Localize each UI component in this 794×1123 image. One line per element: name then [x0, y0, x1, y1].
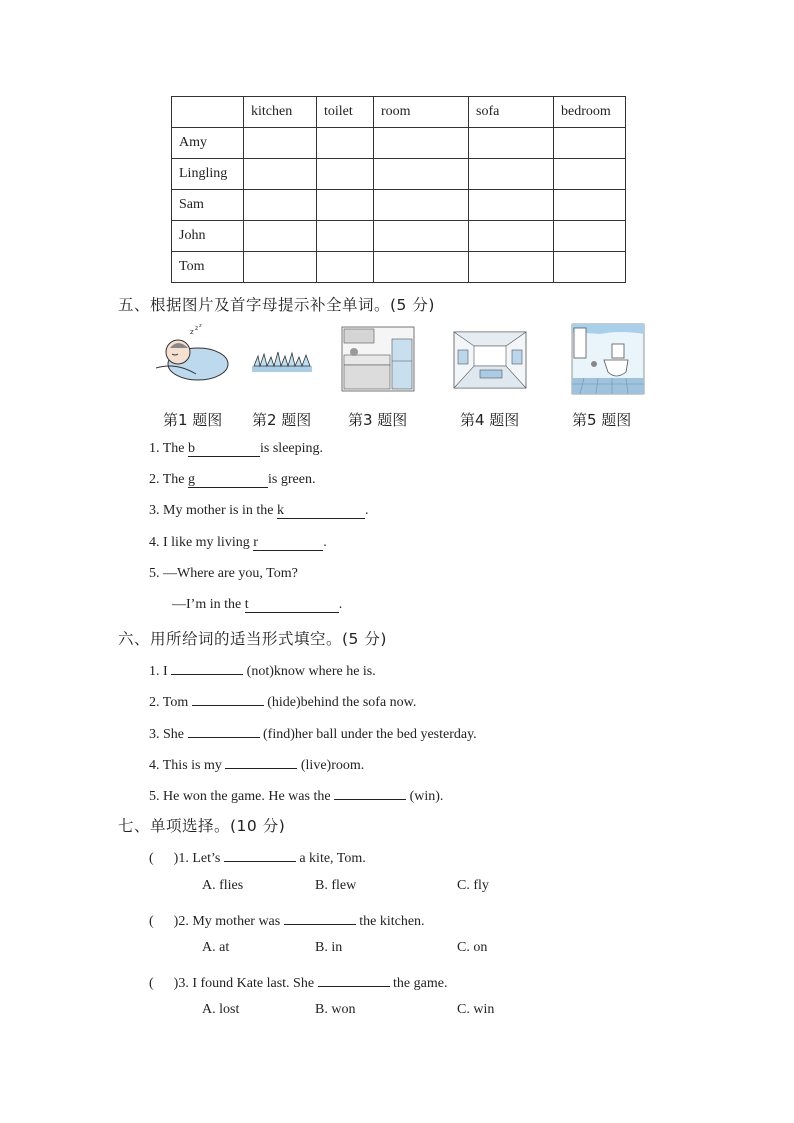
toilet-room-icon: [570, 322, 646, 396]
item-text: 3. My mother is in the: [149, 503, 277, 518]
question-number: )1.: [173, 851, 189, 866]
item-text: I found Kate last. She: [192, 976, 318, 991]
answer-cell[interactable]: [244, 128, 317, 159]
picture-caption: 第1 题图: [163, 411, 223, 429]
picture-caption: 第3 题图: [348, 411, 408, 429]
initial-letter: g: [188, 472, 196, 487]
option-c[interactable]: C. win: [457, 1002, 495, 1017]
table-row: [172, 159, 626, 190]
item-text: .: [364, 503, 369, 518]
answer-cell[interactable]: [554, 128, 626, 159]
fill-word-item: [149, 441, 323, 457]
answer-blank[interactable]: [188, 722, 260, 738]
answer-cell[interactable]: [554, 252, 626, 283]
picture-caption: 第4 题图: [460, 411, 520, 429]
option-c[interactable]: C. on: [457, 940, 488, 955]
choice-question: [149, 846, 366, 867]
answer-blank[interactable]: [253, 535, 323, 551]
answer-paren[interactable]: (: [149, 914, 154, 929]
answer-blank[interactable]: [245, 597, 339, 613]
item-text: 2. Tom: [149, 695, 192, 710]
item-text: 3. She: [149, 727, 188, 742]
choice-question: [149, 909, 425, 930]
table-header-cell: sofa: [469, 97, 554, 128]
answer-blank: [224, 846, 296, 862]
table-header-cell: bedroom: [554, 97, 626, 128]
answer-cell[interactable]: [317, 128, 374, 159]
table-header-cell: toilet: [317, 97, 374, 128]
grass-icon: [250, 348, 314, 374]
answer-blank[interactable]: [334, 784, 406, 800]
answer-cell[interactable]: [244, 159, 317, 190]
initial-letter: k: [276, 503, 284, 518]
answer-cell[interactable]: [244, 190, 317, 221]
table-header-row: [172, 97, 626, 128]
row-label: Tom: [172, 252, 244, 283]
answer-cell[interactable]: [469, 221, 554, 252]
option-b[interactable]: B. won: [315, 1002, 356, 1017]
item-text: a kite, Tom.: [295, 851, 366, 866]
answer-paren[interactable]: (: [149, 976, 154, 991]
answer-cell[interactable]: [554, 190, 626, 221]
baby-sleeping-icon: [150, 322, 230, 384]
item-text: 4. This is my: [149, 758, 226, 773]
option-a[interactable]: A. flies: [202, 878, 244, 893]
item-text: is sleeping.: [260, 441, 324, 456]
item-text: —I’m in the: [172, 597, 245, 612]
fill-form-item: [149, 690, 416, 711]
answer-cell[interactable]: [374, 128, 469, 159]
item-text: the kitchen.: [355, 914, 425, 929]
fill-word-item: [149, 472, 315, 488]
table-row: [172, 128, 626, 159]
item-text: (live)room.: [297, 758, 365, 773]
table-row: [172, 252, 626, 283]
item-text: Let’s: [192, 851, 224, 866]
svg-text:z: z: [190, 328, 194, 336]
item-text: 5. He won the game. He was the: [149, 789, 335, 804]
answer-cell[interactable]: [374, 190, 469, 221]
section-5-title: 五、根据图片及首字母提示补全单词。(5 分): [118, 296, 435, 314]
svg-text:z: z: [199, 323, 202, 329]
initial-letter: b: [188, 441, 196, 456]
fill-form-item: [149, 722, 477, 743]
picture-caption: 第2 题图: [252, 411, 312, 429]
row-label: John: [172, 221, 244, 252]
answer-blank[interactable]: [192, 690, 264, 706]
answer-cell[interactable]: [244, 221, 317, 252]
answer-table: [171, 96, 626, 283]
table-header-cell: kitchen: [244, 97, 317, 128]
answer-cell[interactable]: [317, 221, 374, 252]
item-text: is green.: [268, 472, 316, 487]
item-text: (find)her ball under the bed yesterday.: [259, 727, 477, 742]
option-b[interactable]: B. in: [315, 940, 343, 955]
answer-cell[interactable]: [317, 159, 374, 190]
svg-text:z: z: [195, 325, 199, 332]
answer-blank[interactable]: [225, 753, 297, 769]
item-text: .: [323, 535, 327, 550]
item-text: 1. I: [149, 664, 172, 679]
answer-cell[interactable]: [469, 159, 554, 190]
option-a[interactable]: A. at: [202, 940, 230, 955]
item-text: 2. The: [149, 472, 189, 487]
item-text: (hide)behind the sofa now.: [263, 695, 417, 710]
row-label: Amy: [172, 128, 244, 159]
answer-paren[interactable]: (: [149, 851, 154, 866]
fill-form-item: [149, 659, 376, 680]
fill-word-item-answer: [172, 597, 342, 613]
item-text: 4. I like my living: [149, 535, 254, 550]
option-c[interactable]: C. fly: [457, 878, 489, 893]
fill-form-item: [149, 753, 364, 774]
answer-cell[interactable]: [317, 190, 374, 221]
fill-word-item-question: 5. —Where are you, Tom?: [149, 566, 298, 581]
answer-cell[interactable]: [554, 221, 626, 252]
answer-blank[interactable]: [188, 472, 268, 488]
answer-blank[interactable]: [171, 659, 243, 675]
fill-word-item: [149, 535, 327, 551]
item-text: (win).: [406, 789, 444, 804]
question-number: )3.: [173, 976, 189, 991]
fill-word-item: [149, 503, 368, 519]
item-text: .: [338, 597, 343, 612]
answer-cell[interactable]: [469, 252, 554, 283]
table-row: [172, 221, 626, 252]
table-header-cell: [172, 97, 244, 128]
initial-letter: r: [253, 535, 258, 550]
answer-cell[interactable]: [469, 190, 554, 221]
table-row: [172, 190, 626, 221]
section-6-title: 六、用所给词的适当形式填空。(5 分): [118, 630, 387, 648]
option-a[interactable]: A. lost: [202, 1002, 240, 1017]
answer-blank: [284, 909, 356, 925]
answer-cell[interactable]: [469, 128, 554, 159]
answer-cell[interactable]: [374, 252, 469, 283]
picture-caption: 第5 题图: [572, 411, 632, 429]
fill-form-item: [149, 784, 443, 805]
option-b[interactable]: B. flew: [315, 878, 357, 893]
item-text: (not)know where he is.: [243, 664, 376, 679]
answer-blank[interactable]: [277, 503, 365, 519]
answer-cell[interactable]: [374, 221, 469, 252]
row-label: Sam: [172, 190, 244, 221]
answer-cell[interactable]: [317, 252, 374, 283]
answer-cell[interactable]: [374, 159, 469, 190]
section-7-title: 七、单项选择。(10 分): [118, 817, 286, 835]
answer-blank[interactable]: [188, 441, 260, 457]
row-label: Lingling: [172, 159, 244, 190]
choice-question: [149, 971, 447, 992]
living-room-icon: [452, 330, 528, 390]
question-number: )2.: [173, 914, 189, 929]
answer-cell[interactable]: [244, 252, 317, 283]
answer-blank: [318, 971, 390, 987]
item-text: the game.: [389, 976, 448, 991]
initial-letter: t: [244, 597, 249, 612]
item-text: My mother was: [192, 914, 284, 929]
kitchen-icon: [340, 325, 416, 393]
item-text: 1. The: [149, 441, 189, 456]
table-header-cell: room: [374, 97, 469, 128]
answer-cell[interactable]: [554, 159, 626, 190]
